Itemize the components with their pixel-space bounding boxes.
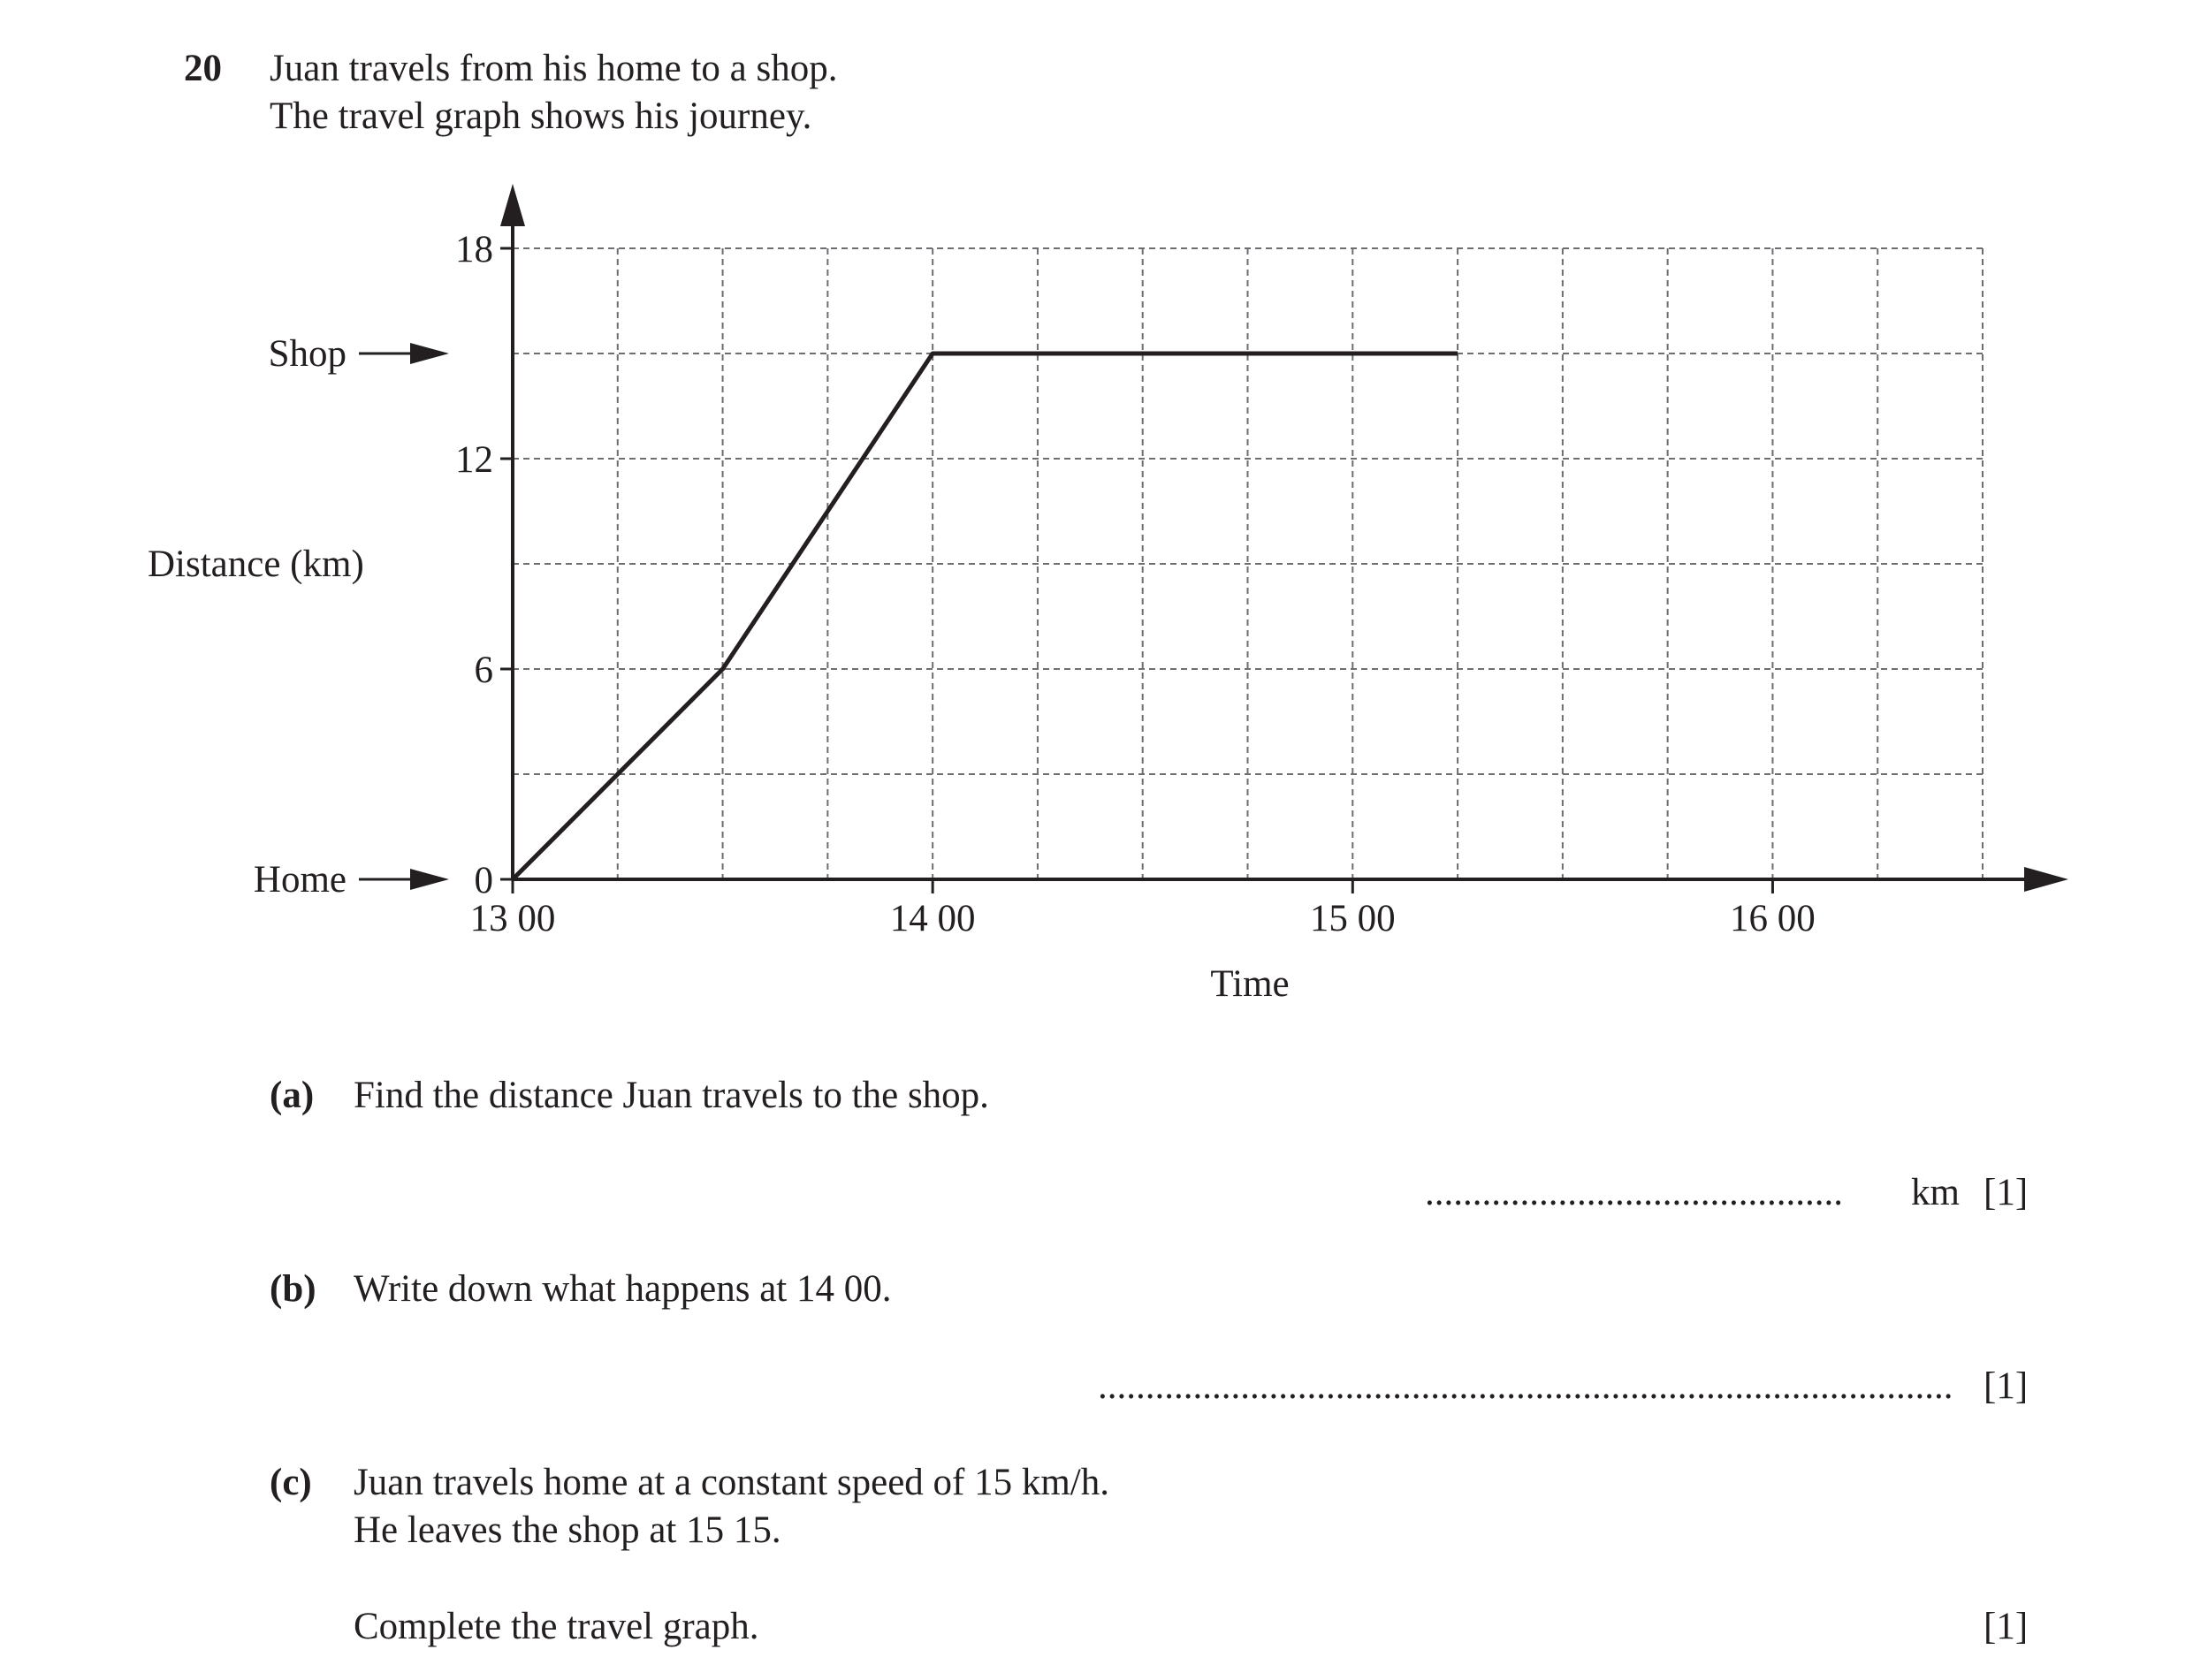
y-tick-label: 12 (455, 439, 493, 481)
y-axis-label: Distance (km) (148, 544, 364, 585)
axes (500, 184, 2068, 892)
home-marker-label: Home (253, 859, 346, 901)
grid-lines (513, 248, 1983, 879)
part-c-line1: Juan travels home at a constant speed of 15 km/h. (354, 1462, 1110, 1503)
tick-labels (455, 229, 1816, 939)
y-tick-label: 0 (474, 860, 493, 901)
question-intro-line1: Juan travels from his home to a shop. (270, 48, 838, 89)
shop-marker-arrow-icon (410, 343, 449, 364)
x-axis-label: Time (1210, 963, 1290, 1005)
part-c-instruction: Complete the travel graph. (354, 1606, 759, 1647)
y-axis-arrow-icon (500, 184, 525, 226)
part-a-marks: [1] (1984, 1172, 2029, 1213)
part-a-unit: km (1911, 1172, 1960, 1213)
question-number: 20 (184, 48, 222, 89)
part-b-question: Write down what happens at 14 00. (354, 1268, 892, 1310)
journey-series (513, 353, 1458, 879)
part-a-answer-line[interactable]: ............................................ (1425, 1172, 1843, 1213)
part-a-question: Find the distance Juan travels to the shop. (354, 1075, 989, 1116)
x-tick-label: 13 00 (469, 898, 556, 939)
question-intro-line2: The travel graph shows his journey. (270, 95, 812, 137)
x-tick-label: 16 00 (1730, 898, 1816, 939)
journey-line (513, 353, 1458, 879)
part-a-label: (a) (270, 1075, 315, 1116)
part-b-label: (b) (270, 1268, 316, 1310)
location-markers (254, 333, 449, 901)
part-c-label: (c) (270, 1462, 312, 1503)
x-tick-label: 14 00 (889, 898, 976, 939)
shop-marker-label: Shop (268, 333, 346, 375)
part-c-line2: He leaves the shop at 15 15. (354, 1509, 781, 1551)
home-marker-arrow-icon (410, 869, 449, 890)
x-axis-arrow-icon (2024, 867, 2068, 892)
part-b-marks: [1] (1984, 1365, 2029, 1407)
y-tick-label: 18 (455, 229, 493, 270)
part-c-marks: [1] (1984, 1606, 2029, 1647)
part-b-answer-line[interactable]: .......................................................................................... (1098, 1365, 1953, 1407)
tick-marks (500, 248, 1772, 893)
x-tick-label: 15 00 (1309, 898, 1396, 939)
y-tick-label: 6 (474, 650, 493, 691)
